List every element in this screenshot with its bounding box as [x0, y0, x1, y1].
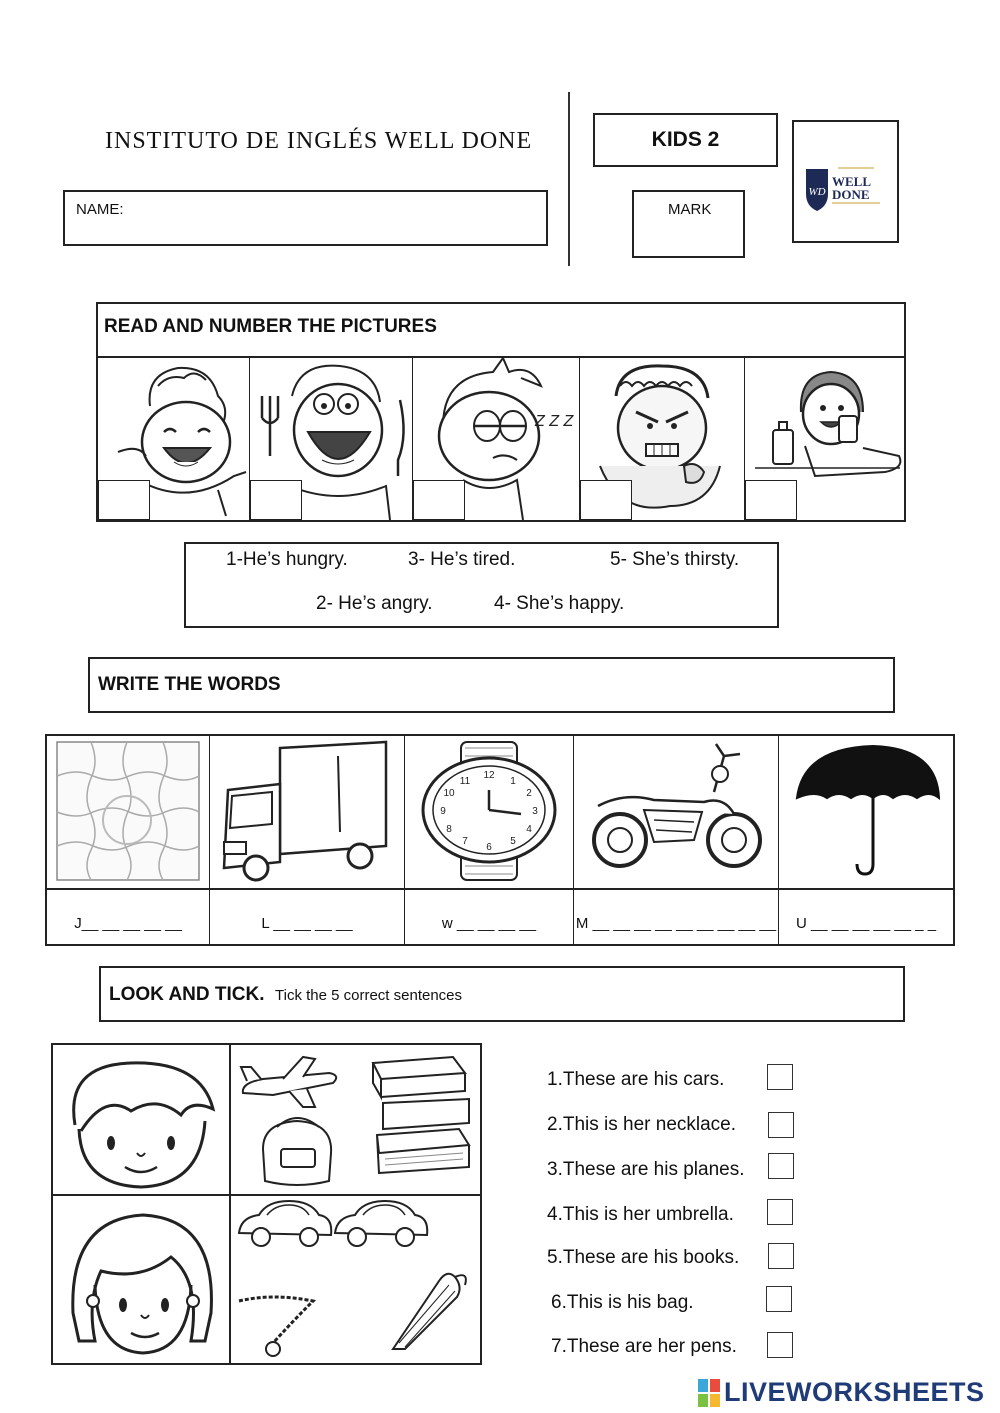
school-name: INSTITUTO DE INGLÉS WELL DONE: [105, 128, 533, 154]
svg-text:5: 5: [510, 836, 516, 847]
school-logo: [792, 120, 899, 243]
tick-sentence-5: 5.These are his books.: [547, 1247, 740, 1268]
words-grid: [45, 734, 955, 946]
answer-box-5[interactable]: [745, 480, 797, 520]
word-cell-umbrella: [779, 736, 953, 944]
name-field[interactable]: [63, 190, 548, 246]
picture-happy-boy: [98, 356, 250, 520]
word-cell-watch: [405, 736, 574, 944]
tick-box-6[interactable]: [766, 1286, 792, 1312]
level-box: [593, 113, 778, 167]
tick-sentence-6: 6.This is his bag.: [551, 1292, 694, 1313]
picture-plane-bag-books: [233, 1049, 479, 1193]
blank-watch[interactable]: w __ __ __ __: [441, 915, 537, 932]
option-hungry: 1-He’s hungry.: [226, 549, 348, 570]
answer-box-4[interactable]: [580, 480, 632, 520]
option-tired: 3- He’s tired.: [408, 549, 516, 570]
tick-box-3[interactable]: [768, 1153, 794, 1179]
option-thirsty: 5- She’s thirsty.: [610, 549, 740, 570]
blank-lorry[interactable]: L __ __ __ __: [261, 915, 353, 932]
svg-text:10: 10: [443, 788, 455, 799]
picture-girl-face: [61, 1201, 225, 1361]
zzz-text: Z Z Z: [535, 413, 574, 430]
write-words-title: WRITE THE WORDS: [98, 674, 281, 695]
picture-angry-boy: [580, 356, 745, 520]
emotions-picture-row: [96, 356, 906, 522]
header-divider: [568, 92, 570, 266]
answer-box-2[interactable]: [250, 480, 302, 520]
tick-box-4[interactable]: [767, 1199, 793, 1225]
svg-text:7: 7: [462, 836, 468, 847]
svg-text:4: 4: [526, 824, 532, 835]
look-tick-title: LOOK AND TICK.: [109, 984, 265, 1005]
svg-text:8: 8: [446, 824, 452, 835]
read-number-title: READ AND NUMBER THE PICTURES: [104, 316, 437, 337]
svg-text:12: 12: [483, 770, 495, 781]
blank-motorbike[interactable]: M __ __ __ __ __ __ __ __ __: [575, 915, 777, 932]
tick-sentence-1: 1.These are his cars.: [547, 1069, 725, 1090]
logo-text-done: DONE: [832, 187, 870, 202]
level-label: KIDS 2: [651, 128, 720, 151]
tick-box-7[interactable]: [767, 1332, 793, 1358]
word-cell-lorry: [210, 736, 405, 944]
picture-cars-necklace-umbrella: [233, 1197, 479, 1363]
grid-vertical-line: [229, 1045, 231, 1363]
liveworksheets-text: LIVEWORKSHEETS: [724, 1377, 985, 1407]
tick-sentence-7: 7.These are her pens.: [551, 1336, 737, 1357]
word-cell-jigsaw: [47, 736, 210, 944]
mark-box[interactable]: [632, 190, 745, 258]
look-tick-title-box: [99, 966, 905, 1022]
liveworksheets-logo: [698, 1377, 994, 1409]
picture-boy-face: [61, 1055, 221, 1191]
tick-sentence-2: 2.This is her necklace.: [547, 1114, 737, 1135]
tick-box-1[interactable]: [767, 1064, 793, 1090]
blank-jigsaw[interactable]: J__ __ __ __ __: [74, 915, 182, 932]
name-label: NAME:: [76, 201, 124, 218]
svg-text:3: 3: [532, 806, 538, 817]
svg-text:11: 11: [459, 776, 471, 787]
svg-text:6: 6: [486, 842, 492, 853]
picture-thirsty-girl: [745, 356, 906, 520]
tick-box-2[interactable]: [768, 1112, 794, 1138]
tick-sentence-4: 4.This is her umbrella.: [547, 1204, 734, 1225]
svg-text:9: 9: [440, 806, 446, 817]
svg-text:2: 2: [526, 788, 532, 799]
look-tick-picture-grid: [51, 1043, 482, 1365]
liveworksheets-icon: [698, 1379, 720, 1407]
grid-horizontal-line: [53, 1194, 480, 1196]
answer-box-3[interactable]: [413, 480, 465, 520]
blank-umbrella[interactable]: U __ __ __ __ __ _ _: [795, 915, 937, 932]
picture-tired-boy: [413, 356, 580, 520]
write-words-title-box: [88, 657, 895, 713]
logo-text-well: WELL: [832, 174, 872, 189]
read-number-title-box: [96, 302, 906, 358]
svg-text:1: 1: [510, 776, 516, 787]
mark-label: MARK: [668, 201, 712, 218]
logo-mono-text: WD: [808, 186, 826, 198]
picture-hungry-boy: [250, 356, 413, 520]
option-angry: 2- He’s angry.: [316, 593, 433, 614]
answer-box-1[interactable]: [98, 480, 150, 520]
word-cell-motorbike: [574, 736, 779, 944]
sentence-options-box: [184, 542, 779, 628]
tick-box-5[interactable]: [768, 1243, 794, 1269]
option-happy: 4- She’s happy.: [494, 593, 625, 614]
tick-sentence-3: 3.These are his planes.: [547, 1159, 745, 1180]
look-tick-subtitle: Tick the 5 correct sentences: [275, 987, 463, 1004]
